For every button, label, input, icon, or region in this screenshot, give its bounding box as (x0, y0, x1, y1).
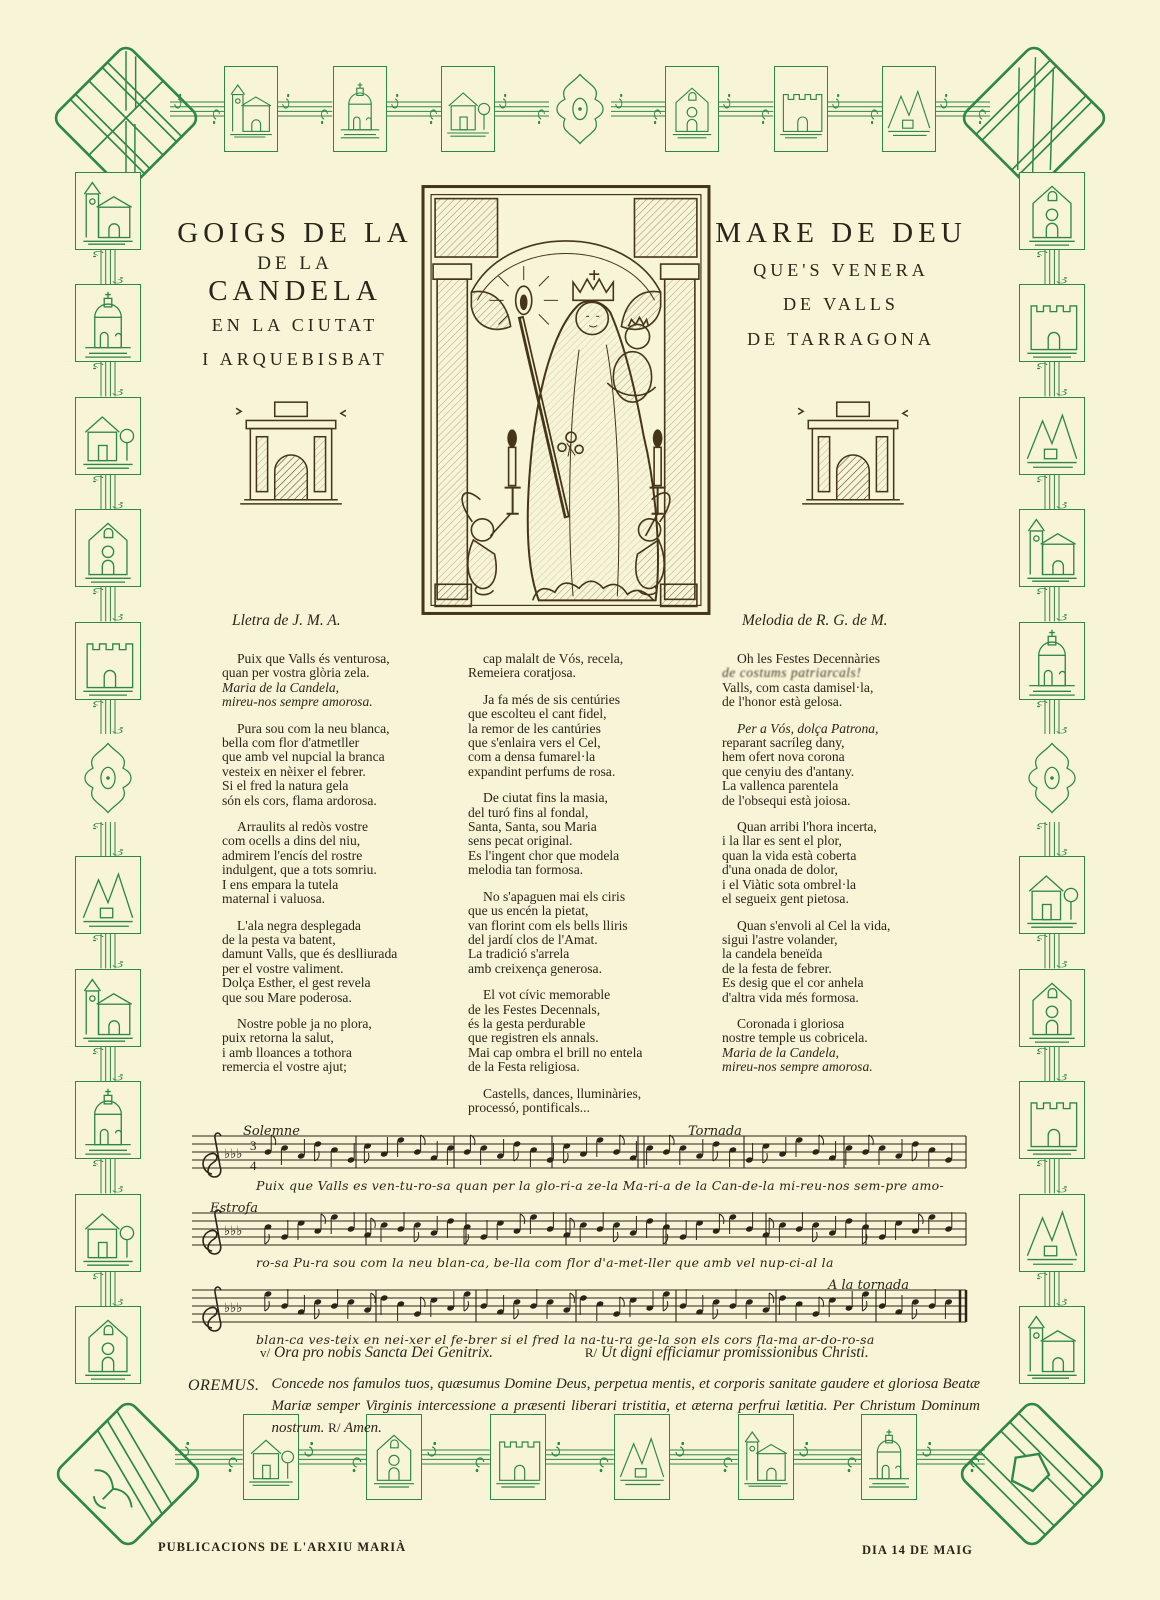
church-vignette (75, 1194, 141, 1272)
verse-stanza (222, 820, 464, 906)
church-vignette (1019, 509, 1085, 587)
verse-stanza (468, 652, 708, 681)
verse-line: sigui l'astre volander, (722, 931, 838, 947)
church-vignette (75, 969, 141, 1047)
verse-line: Coronada i gloriosa (737, 1015, 845, 1031)
versicle-line (188, 1344, 970, 1362)
title-line: DE VALLS (783, 294, 899, 315)
verse-stanza (468, 1087, 708, 1116)
church-vignette (1019, 1306, 1085, 1384)
verse-stanza (222, 652, 464, 710)
oremus-label: OREMUS. (188, 1377, 260, 1394)
verse-line: com ocells a dins del niu, (222, 833, 361, 849)
verse-line: i amb lloances a tothora (222, 1044, 352, 1060)
verse-line: mireu-nos sempre amorosa. (222, 694, 373, 710)
verse-line: L'ala negra desplegada (237, 917, 361, 933)
music-lyrics: Puix que Valls es ven-tu-ro-sa quan per la glo-ri-a ze-la Ma-ri-a de la Can-de-la mi-reu-nos sem-pre amo- (256, 1178, 945, 1193)
portal-vignette (230, 398, 352, 508)
church-vignette (75, 1306, 141, 1384)
verse-stanza (468, 693, 708, 779)
verse-line: remercia el vostre ajut; (222, 1059, 347, 1075)
verse-line: quan la vida està coberta (722, 847, 857, 863)
verse-line: Santa, Santa, sou Maria (468, 819, 597, 835)
verse-line: i la llar es sent el plor, (722, 833, 842, 849)
verse-line: Valls, com casta damisel·la, (722, 679, 874, 695)
response-mark: R/ (328, 1419, 341, 1435)
music-staff (188, 1205, 970, 1255)
scroll-ornament (1032, 1159, 1072, 1193)
title-line: EN LA CIUTAT (211, 315, 379, 336)
verse-stanza (722, 722, 970, 808)
verse-line: bella com flor d'atmetller (222, 735, 360, 751)
cartouche-ornament (549, 65, 611, 153)
verse-line: que escolteu el cant fidel, (468, 706, 607, 722)
verse-line: Remeiera coratjosa. (468, 665, 576, 681)
church-vignette (774, 66, 828, 152)
verse-stanza (722, 1017, 970, 1075)
scroll-ornament (917, 1437, 985, 1477)
music-stave (188, 1278, 970, 1347)
verse-line: De ciutat fins la masia, (483, 790, 608, 806)
verse-stanza (468, 988, 708, 1074)
verse-line: indulgent, que a tots somriu. (222, 862, 377, 878)
title-line: DE TARRAGONA (747, 328, 935, 349)
verse-line: nostre temple us cobricela. (722, 1030, 868, 1046)
verse-line: de l'honor està gelosa. (722, 694, 843, 710)
feast-day-note: DIA 14 DE MAIG (862, 1543, 973, 1557)
verse-line: d'una onada de dolor, (722, 862, 838, 878)
verse-line: que sou Mare poderosa. (222, 989, 352, 1005)
scroll-ornament (670, 1437, 738, 1477)
music-label: A la tornada (828, 1278, 910, 1293)
verse-line: com a densa fumarel·la (468, 749, 596, 765)
church-vignette (75, 284, 141, 362)
scroll-ornament (719, 89, 773, 129)
verse-stanza (722, 820, 970, 906)
title-line: QUE'S VENERA (753, 260, 929, 281)
verse-line: damunt Valls, que és deslliurada (222, 946, 398, 962)
scroll-ornament (422, 1437, 490, 1477)
scroll-ornament (299, 1437, 367, 1477)
scroll-ornament (88, 250, 128, 284)
verse-stanza (222, 919, 464, 1005)
scroll-ornament (88, 934, 128, 968)
verse-line: de la Festa religiosa. (468, 1059, 580, 1075)
title-line: MARE DE DEU (715, 217, 967, 249)
verse-line: Mai cap ombra el brill no entela (468, 1044, 643, 1060)
verse-line: que us encén la pietat, (468, 903, 589, 919)
verse-line: d'altra vida més formosa. (722, 989, 859, 1005)
verse-line: la candela beneïda (722, 946, 823, 962)
verse-line: són els cors, flama ardorosa. (222, 792, 377, 808)
verse-line: I ens empara la tutela (222, 876, 339, 892)
music-staff (188, 1128, 970, 1178)
scroll-ornament (794, 1437, 862, 1477)
composer-caption: Melodia de R. G. de M. (742, 612, 888, 629)
verse-line: que amb vel nupcial la branca (222, 749, 385, 765)
verse-line: Quan s'envoli al Cel la vida, (737, 917, 891, 933)
church-vignette (75, 172, 141, 250)
verse-line: melodia tan formosa. (468, 862, 584, 878)
verse-line: hem ofert nova corona (722, 749, 845, 765)
church-vignette (1019, 969, 1085, 1047)
scroll-ornament (1032, 700, 1072, 734)
church-vignette (224, 66, 278, 152)
verse-line: Ja fa més de sis centúries (483, 691, 621, 707)
scroll-ornament (88, 1159, 128, 1193)
verse-line: Oh les Festes Decennàries (737, 651, 881, 666)
verse-line: de costums patriarcals! (722, 665, 862, 681)
title-line: DE LA CANDELA (208, 253, 382, 308)
verse-line: La tradició s'arrela (468, 946, 570, 962)
verse-stanza (468, 791, 708, 877)
verse-line: expandint perfums de rosa. (468, 763, 616, 779)
cartouche-ornament (77, 734, 139, 822)
church-vignette (441, 66, 495, 152)
verse-line: que cenyiu des d'antany. (722, 763, 855, 779)
church-vignette (1019, 284, 1085, 362)
scroll-ornament (1032, 250, 1072, 284)
verse-line: del turó fins al fondal, (468, 804, 589, 820)
verse-line: la remor de les cantúries (468, 720, 601, 736)
music-lyrics: ro-sa Pu-ra sou com la neu blan-ca, be-lla com flor d'a-met-ller que amb vel nup-ci-al la (256, 1255, 834, 1270)
church-vignette (75, 622, 141, 700)
verse-line: Quan arribi l'hora incerta, (737, 819, 877, 835)
verse-line: de la pesta va batent, (222, 931, 336, 947)
madonna-woodcut (420, 183, 712, 617)
scroll-ornament (1032, 822, 1072, 856)
verse-line: Pura sou com la neu blanca, (237, 720, 390, 736)
verse-line: Maria de la Candela, (722, 1044, 840, 1060)
svg-text:♭♭♭: ♭♭♭ (224, 1301, 243, 1316)
scroll-ornament (175, 1437, 243, 1477)
music-label: Tornada (688, 1124, 742, 1139)
cartouche-ornament (1021, 734, 1083, 822)
verse-line: Es l'ingent chor que modela (468, 847, 620, 863)
verse-line: puix retorna la salut, (222, 1030, 334, 1046)
church-vignette (665, 66, 719, 152)
verse-column-1 (222, 652, 464, 1087)
title-right (712, 214, 970, 356)
verse-line: que s'enlaira vers el Cel, (468, 735, 601, 751)
verse-line: sens pecat original. (468, 833, 573, 849)
scroll-ornament (88, 1047, 128, 1081)
verse-stanza (222, 722, 464, 808)
scroll-ornament (1032, 1047, 1072, 1081)
verse-line: per el vostre valiment. (222, 960, 344, 976)
church-vignette (75, 397, 141, 475)
lyricist-caption: Lletra de J. M. A. (232, 612, 341, 629)
verse-line: admirem l'encís del rostre (222, 847, 363, 863)
scroll-ornament (88, 475, 128, 509)
verse-line: quan per vostra glòria zela. (222, 665, 370, 681)
verse-line: és la gesta perdurable (468, 1015, 586, 1031)
verse-line: amb creixença generosa. (468, 960, 602, 976)
svg-text:♭♭♭: ♭♭♭ (224, 1224, 243, 1239)
music-lyrics: blan-ca ves-teix en nei-xer el fe-brer si el fred la na-tu-ra ge-la son els cors fla-ma ar-do-ro-sa (256, 1332, 875, 1347)
scroll-ornament (88, 587, 128, 621)
verse-line: el segueix gent pietosa. (722, 891, 849, 907)
border-top (170, 52, 990, 166)
verse-line: i el Viàtic sota ombrel·la (722, 876, 857, 892)
verse-line: No s'apaguen mai els ciris (483, 888, 626, 904)
scroll-ornament (1032, 934, 1072, 968)
scroll-ornament (88, 700, 128, 734)
scroll-ornament (1032, 362, 1072, 396)
music-label: Solemne (243, 1124, 300, 1139)
church-vignette (333, 66, 387, 152)
scroll-ornament (387, 89, 441, 129)
verse-line: El vot cívic memorable (483, 987, 611, 1003)
scroll-ornament (936, 89, 990, 129)
verse-line: de les Festes Decennals, (468, 1001, 601, 1017)
scroll-ornament (1032, 1272, 1072, 1306)
church-vignette (75, 509, 141, 587)
music-stave (188, 1201, 970, 1270)
verse-line: de la festa de febrer. (722, 960, 832, 976)
verse-line: Si el fred la natura gela (222, 778, 349, 794)
verse-line: van florint com els bells lliris (468, 917, 628, 933)
music-section (188, 1116, 970, 1353)
verse-line: de l'obsequi està joiosa. (722, 792, 851, 808)
church-vignette (1019, 172, 1085, 250)
verse-line: Castells, dances, lluminàries, (483, 1085, 642, 1101)
scroll-ornament (1032, 587, 1072, 621)
scroll-ornament (611, 89, 665, 129)
title-line: GOIGS DE LA (177, 217, 413, 249)
scroll-ornament (170, 89, 224, 129)
church-vignette (1019, 1081, 1085, 1159)
scroll-ornament (546, 1437, 614, 1477)
church-vignette (882, 66, 936, 152)
verse-line: Per a Vós, dolça Patrona, (737, 720, 879, 736)
verse-line: del jardí clos de l'Amat. (468, 931, 598, 947)
oremus-text: Concede nos famulos tuos, quæsumus Domine Deus, perpetua mentis, et corporis sanitate gaudere et gloriosa Beatæ Mariæ semper Virginis intercessione a præsenti liberari tristitia, et æterna perfrui lætitia. Per Christum Dominum nostrum. R/ Amen. (271, 1376, 980, 1436)
verse-line: cap malalt de Vós, recela, (483, 651, 624, 666)
verse-line: que registren els annals. (468, 1030, 599, 1046)
scroll-ornament (278, 89, 332, 129)
church-vignette (1019, 622, 1085, 700)
verse-stanza (722, 652, 970, 710)
verse-line: Arraulits al redòs vostre (237, 819, 368, 835)
verse-line: Puix que Valls és venturosa, (237, 651, 390, 666)
oremus-prayer (188, 1374, 980, 1439)
verse-line: maternal i valuosa. (222, 891, 326, 907)
border-right (1004, 172, 1100, 1384)
verse-line: processó, pontificals... (468, 1099, 590, 1115)
verse-column-3 (722, 652, 970, 1087)
verse-line: Maria de la Candela, (222, 679, 340, 695)
scroll-ornament (88, 1272, 128, 1306)
verse-line: Nostre poble ja no plora, (237, 1015, 372, 1031)
music-stave (188, 1124, 970, 1193)
portal-vignette (792, 398, 914, 508)
verse-line: mireu-nos sempre amorosa. (722, 1059, 873, 1075)
versicle-r: R/ Ut digni efficiamur promissionibus Christi. (584, 1344, 869, 1361)
border-left (60, 172, 156, 1384)
verse-line: Es desig que el cor anhela (722, 975, 864, 991)
verse-column-2 (468, 652, 708, 1127)
verse-line: reparant sacríleg dany, (722, 735, 845, 751)
versicle-v: v/ Ora pro nobis Sancta Dei Genitrix. (260, 1344, 493, 1361)
response-mark: R/ (584, 1345, 598, 1360)
church-vignette (1019, 856, 1085, 934)
music-label: Estrofa (210, 1201, 258, 1216)
verse-stanza (222, 1017, 464, 1075)
verse-line: La vallenca parentela (722, 778, 839, 794)
church-vignette (75, 856, 141, 934)
scroll-ornament (88, 822, 128, 856)
verse-line: vesteix en nèixer el febrer. (222, 763, 366, 779)
scroll-ornament (88, 362, 128, 396)
publisher-imprint: PUBLICACIONS DE L'ARXIU MARIÀ (158, 1540, 407, 1554)
scroll-ornament (1032, 475, 1072, 509)
scroll-ornament (495, 89, 549, 129)
scroll-ornament (828, 89, 882, 129)
verse-line: Dolça Esther, el gest revela (222, 975, 371, 991)
title-left (170, 214, 420, 377)
svg-text:4: 4 (250, 1158, 257, 1173)
verse-stanza (722, 919, 970, 1005)
svg-text:3: 3 (250, 1138, 257, 1153)
verse-stanza (468, 890, 708, 976)
svg-text:♭♭♭: ♭♭♭ (224, 1147, 243, 1162)
church-vignette (75, 1081, 141, 1159)
church-vignette (1019, 1194, 1085, 1272)
church-vignette (1019, 397, 1085, 475)
title-line: I ARQUEBISBAT (202, 349, 388, 370)
versicle-mark: v/ (260, 1345, 271, 1360)
